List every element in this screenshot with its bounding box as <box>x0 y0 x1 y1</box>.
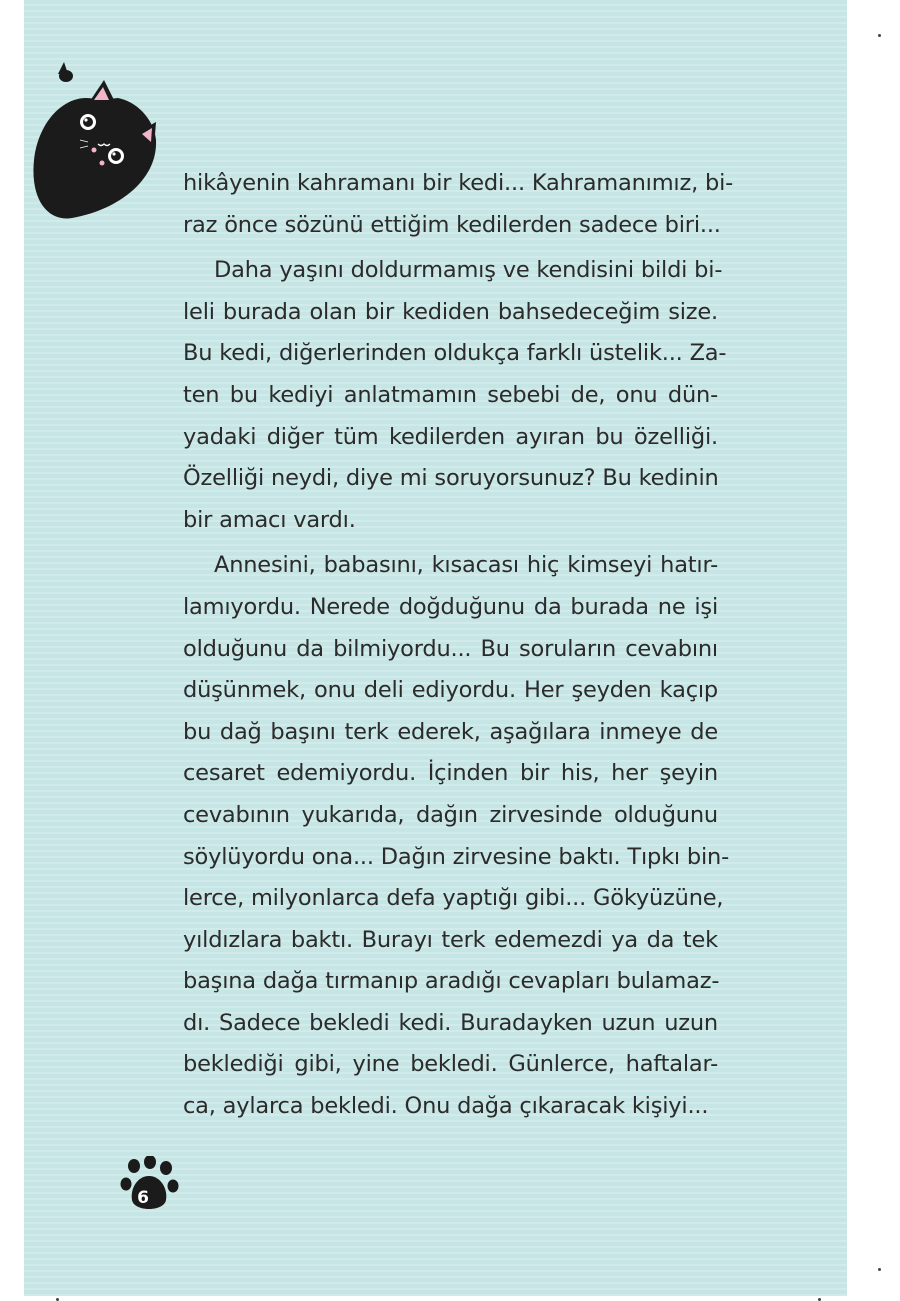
text-line: olduğunu da bilmiyordu... Bu soruların cevabını <box>183 635 718 662</box>
text-line: bu dağ başını terk ederek, aşağılara inmeye de <box>183 718 718 745</box>
text-line: yadaki diğer tüm kedilerden ayıran bu özelliği. <box>183 423 718 450</box>
text-line: düşünmek, onu deli ediyordu. Her şeyden kaçıp <box>183 677 718 704</box>
text-line: hikâyenin kahramanı bir kedi... Kahramanımız, bi- <box>183 170 734 196</box>
text-line: Daha yaşını doldurmamış ve kendisini bildi bi- <box>214 257 723 284</box>
text-line: Bu kedi, diğerlerinden oldukça farklı üstelik... Za- <box>183 340 727 367</box>
page-number: 6 <box>137 1188 149 1208</box>
text-line: lamıyordu. Nerede doğduğunu da burada ne işi <box>183 593 718 620</box>
text-line: beklediği gibi, yine bekledi. Günlerce, haftalar- <box>183 1051 718 1078</box>
text-line: raz önce sözünü ettiğim kedilerden sadece biri... <box>183 211 721 238</box>
text-line: Annesini, babasını, kısacası hiç kimseyi hatır- <box>214 552 718 579</box>
trim-mark <box>878 34 881 37</box>
body-text <box>183 163 734 1132</box>
black-cat-icon <box>28 60 168 230</box>
text-line: cevabının yukarıda, dağın zirvesinde olduğunu <box>183 801 718 828</box>
text-line: yıldızlara baktı. Burayı terk edemezdi ya da tek <box>183 926 718 953</box>
text-line: söylüyordu ona... Dağın zirvesine baktı. Tıpkı bin- <box>183 843 730 870</box>
trim-mark <box>878 1268 881 1271</box>
text-line: bir amacı vardı. <box>183 506 356 533</box>
text-line: leli burada olan bir kediden bahsedeceğim size. <box>183 298 718 325</box>
text-line: dı. Sadece bekledi kedi. Buradayken uzun uzun <box>183 1009 718 1036</box>
text-line: ten bu kediyi anlatmamın sebebi de, onu dün- <box>183 381 718 408</box>
text-line: ca, aylarca bekledi. Onu dağa çıkaracak kişiyi... <box>183 1093 709 1120</box>
text-line: başına dağa tırmanıp aradığı cevapları bulamaz- <box>183 968 720 995</box>
text-line: cesaret edemiyordu. İçinden bir his, her şeyin <box>183 760 718 787</box>
paragraph-1 <box>183 163 734 246</box>
text-line: lerce, milyonlarca defa yaptığı gibi... Gökyüzüne, <box>183 885 724 912</box>
text-line: Özelliği neydi, diye mi soruyorsunuz? Bu kedinin <box>183 465 719 492</box>
paragraph-2 <box>183 250 727 541</box>
paragraph-3 <box>183 545 730 1127</box>
